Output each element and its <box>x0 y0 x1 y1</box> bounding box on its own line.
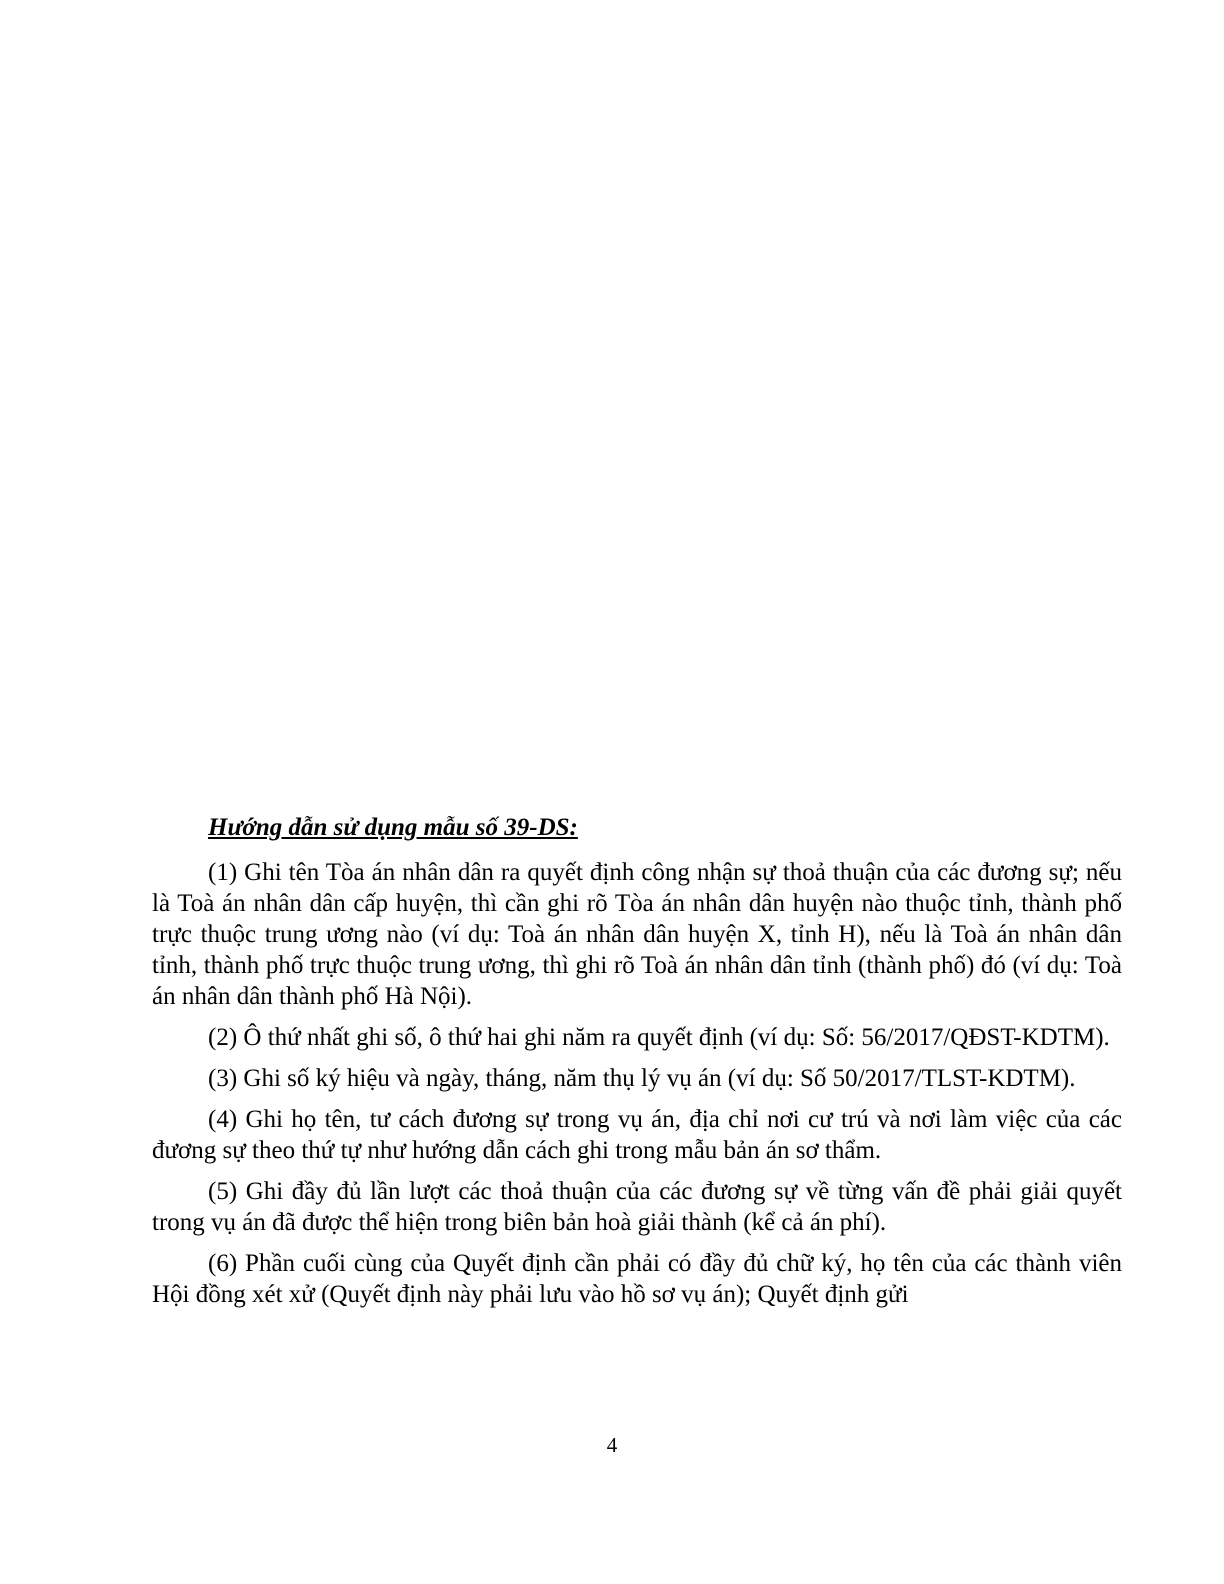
instruction-paragraph-5: (5) Ghi đầy đủ lần lượt các thoả thuận của các đương sự về từng vấn đề phải giải quyết trong vụ án đã được thể hiện trong biên bản hoà giải thành (kể cả án phí). <box>152 1178 1122 1236</box>
page-number: 4 <box>606 1433 618 1457</box>
section-heading: Hướng dẫn sử dụng mẫu số 39-DS: <box>208 814 578 841</box>
instruction-paragraph-4: (4) Ghi họ tên, tư cách đương sự trong vụ án, địa chỉ nơi cư trú và nơi làm việc của các đương sự theo thứ tự như hướng dẫn cách ghi trong mẫu bản án sơ thẩm. <box>152 1106 1122 1164</box>
instruction-paragraph-1: (1) Ghi tên Tòa án nhân dân ra quyết định công nhận sự thoả thuận của các đương sự; nếu là Toà án nhân dân cấp huyện, thì cần ghi rõ Tòa án nhân dân huyện nào thuộc tỉnh, thành phố trực thuộc trung ương nào (ví dụ: Toà án nhân dân huyện X, tỉnh H), nếu là Toà án nhân dân tỉnh, thành phố trực thuộc trung ương, thì ghi rõ Toà án nhân dân tỉnh (thành phố) đó (ví dụ: Toà án nhân dân thành phố Hà Nội). <box>152 859 1122 1010</box>
instruction-paragraph-6: (6) Phần cuối cùng của Quyết định cần phải có đầy đủ chữ ký, họ tên của các thành viên Hội đồng xét xử (Quyết định này phải lưu vào hồ sơ vụ án); Quyết định gửi <box>152 1250 1122 1308</box>
instruction-paragraph-2: (2) Ô thứ nhất ghi số, ô thứ hai ghi năm ra quyết định (ví dụ: Số: 56/2017/QĐST-KDTM). <box>208 1024 1110 1051</box>
instruction-paragraph-3: (3) Ghi số ký hiệu và ngày, tháng, năm thụ lý vụ án (ví dụ: Số 50/2017/TLST-KDTM). <box>208 1065 1076 1092</box>
instructions-section <box>152 810 1122 1320</box>
